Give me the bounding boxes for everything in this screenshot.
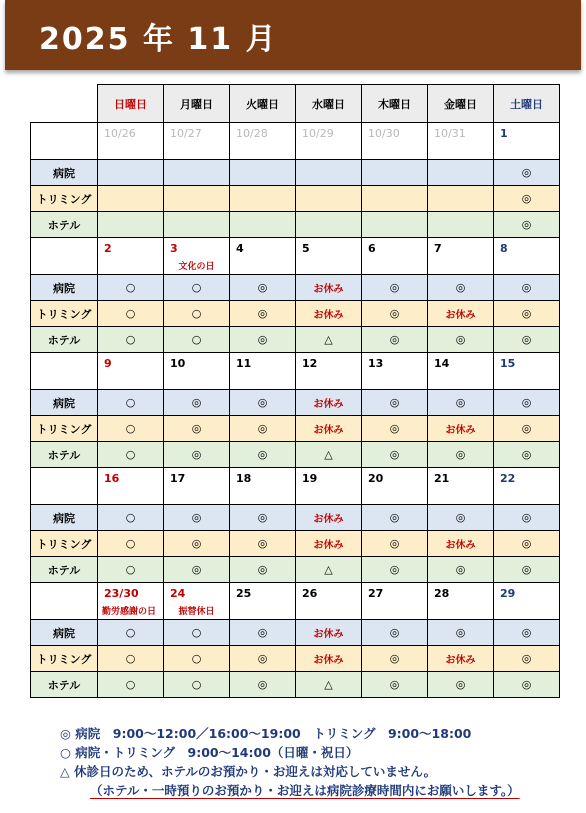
availability-mark: お休み <box>296 505 362 531</box>
date-cell <box>296 123 362 160</box>
date-number: 2 <box>104 242 112 255</box>
date-cell <box>428 353 494 390</box>
availability-mark: ○ <box>164 620 230 646</box>
availability-mark: お休み <box>296 646 362 672</box>
service-label: ホテル <box>31 557 98 583</box>
availability-mark: ◎ <box>230 646 296 672</box>
availability-mark <box>230 186 296 212</box>
date-cell <box>362 123 428 160</box>
hotel-row <box>31 212 560 238</box>
trimming-row <box>31 531 560 557</box>
availability-mark: ◎ <box>428 672 494 698</box>
weekday-header: 火曜日 <box>230 85 296 123</box>
date-number: 4 <box>236 242 244 255</box>
legend-notes <box>60 724 580 800</box>
availability-mark: ○ <box>98 672 164 698</box>
availability-mark: ◎ <box>164 531 230 557</box>
availability-mark: ◎ <box>362 390 428 416</box>
date-number: 21 <box>434 472 450 485</box>
availability-mark: ○ <box>98 505 164 531</box>
weekday-header: 金曜日 <box>428 85 494 123</box>
date-number: 10 <box>170 357 186 370</box>
availability-mark <box>362 186 428 212</box>
availability-mark: ◎ <box>230 557 296 583</box>
date-number: 17 <box>170 472 186 485</box>
availability-mark: ○ <box>164 301 230 327</box>
availability-mark: ◎ <box>494 505 560 531</box>
availability-mark: ◎ <box>230 275 296 301</box>
availability-mark: △ <box>296 557 362 583</box>
date-cell <box>98 468 164 505</box>
availability-mark: ◎ <box>494 672 560 698</box>
trimming-row <box>31 416 560 442</box>
availability-mark: ◎ <box>362 442 428 468</box>
date-cell <box>428 468 494 505</box>
availability-mark: ◎ <box>494 646 560 672</box>
note-hotel: （ホテル・一時預りのお預かり・お迎えは病院診療時間内にお願いします。） <box>90 783 520 798</box>
availability-mark <box>428 212 494 238</box>
availability-mark <box>98 212 164 238</box>
service-label: トリミング <box>31 531 98 557</box>
availability-mark: ○ <box>98 646 164 672</box>
availability-mark: ◎ <box>230 620 296 646</box>
availability-mark: ◎ <box>428 442 494 468</box>
availability-mark: お休み <box>428 531 494 557</box>
date-number: 10/28 <box>236 127 268 140</box>
availability-mark: ◎ <box>362 301 428 327</box>
availability-mark: ○ <box>98 275 164 301</box>
date-cell <box>296 583 362 620</box>
holiday-label: 振替休日 <box>178 607 215 617</box>
date-number: 10/30 <box>368 127 400 140</box>
availability-mark: ◎ <box>230 390 296 416</box>
availability-mark: △ <box>296 327 362 353</box>
date-number: 5 <box>302 242 310 255</box>
availability-mark: ◎ <box>362 416 428 442</box>
weekday-header: 日曜日 <box>98 85 164 123</box>
date-cell <box>362 353 428 390</box>
date-number: 10/31 <box>434 127 466 140</box>
note-circle: ○ 病院・トリミング 9:00〜14:00（日曜・祝日） <box>60 745 359 760</box>
date-cell <box>98 123 164 160</box>
availability-mark <box>296 160 362 186</box>
availability-mark: ◎ <box>494 186 560 212</box>
date-number: 10/29 <box>302 127 334 140</box>
availability-mark: ◎ <box>428 390 494 416</box>
date-cell <box>164 353 230 390</box>
date-number: 10/27 <box>170 127 202 140</box>
availability-mark: ○ <box>98 557 164 583</box>
service-label: トリミング <box>31 301 98 327</box>
date-cell <box>230 468 296 505</box>
date-number: 18 <box>236 472 252 485</box>
date-cell <box>362 583 428 620</box>
hospital-row <box>31 275 560 301</box>
availability-mark: △ <box>296 442 362 468</box>
availability-mark: ◎ <box>494 557 560 583</box>
availability-mark <box>230 212 296 238</box>
availability-mark: ○ <box>98 531 164 557</box>
availability-mark: ◎ <box>164 390 230 416</box>
date-number: 25 <box>236 587 252 600</box>
availability-mark: ◎ <box>494 390 560 416</box>
availability-mark: ◎ <box>494 275 560 301</box>
date-row <box>31 123 560 160</box>
availability-mark: ◎ <box>362 531 428 557</box>
date-number: 24 <box>170 587 186 600</box>
availability-mark: ◎ <box>428 327 494 353</box>
date-number: 10/26 <box>104 127 136 140</box>
availability-mark: ◎ <box>494 160 560 186</box>
availability-mark: お休み <box>296 390 362 416</box>
service-label: 病院 <box>31 390 98 416</box>
date-cell <box>98 583 164 620</box>
availability-mark <box>428 186 494 212</box>
date-row-label <box>31 123 98 160</box>
availability-mark: お休み <box>428 646 494 672</box>
date-number: 11 <box>236 357 252 370</box>
service-label: トリミング <box>31 646 98 672</box>
date-number: 12 <box>302 357 318 370</box>
availability-mark: ◎ <box>428 505 494 531</box>
date-row-label <box>31 238 98 275</box>
date-row <box>31 353 560 390</box>
date-cell <box>296 238 362 275</box>
date-row <box>31 468 560 505</box>
availability-mark: ◎ <box>494 620 560 646</box>
availability-mark: ◎ <box>230 505 296 531</box>
weekday-header-row <box>31 85 560 123</box>
availability-mark: ◎ <box>164 416 230 442</box>
availability-mark: ◎ <box>362 327 428 353</box>
date-cell <box>362 468 428 505</box>
availability-mark: ◎ <box>494 442 560 468</box>
availability-mark <box>164 160 230 186</box>
availability-mark <box>164 212 230 238</box>
availability-mark: ◎ <box>494 327 560 353</box>
availability-mark: ◎ <box>230 301 296 327</box>
holiday-label: 文化の日 <box>178 262 215 272</box>
date-cell <box>494 583 560 620</box>
availability-mark: ◎ <box>362 672 428 698</box>
date-number: 20 <box>368 472 384 485</box>
date-cell <box>428 123 494 160</box>
holiday-label: 勤労感謝の日 <box>102 607 157 617</box>
service-label: トリミング <box>31 416 98 442</box>
date-cell <box>164 123 230 160</box>
availability-mark: ○ <box>98 620 164 646</box>
trimming-row <box>31 646 560 672</box>
note-double-circle: ◎ 病院 9:00〜12:00／16:00〜19:00 トリミング 9:00〜18:00 <box>60 726 472 741</box>
date-number: 19 <box>302 472 318 485</box>
trimming-row <box>31 186 560 212</box>
date-row <box>31 583 560 620</box>
availability-mark <box>362 160 428 186</box>
availability-mark: お休み <box>296 301 362 327</box>
calendar-table <box>30 84 560 698</box>
date-number: 22 <box>500 472 516 485</box>
availability-mark: お休み <box>428 301 494 327</box>
availability-mark: ◎ <box>494 212 560 238</box>
weekday-header: 土曜日 <box>494 85 560 123</box>
date-cell <box>164 468 230 505</box>
date-cell <box>296 353 362 390</box>
availability-mark <box>428 160 494 186</box>
availability-mark: ○ <box>98 301 164 327</box>
availability-mark <box>164 186 230 212</box>
availability-mark: ◎ <box>164 505 230 531</box>
hotel-row <box>31 557 560 583</box>
weekday-header: 木曜日 <box>362 85 428 123</box>
availability-mark: ◎ <box>362 646 428 672</box>
service-label: ホテル <box>31 212 98 238</box>
availability-mark <box>296 186 362 212</box>
date-cell <box>296 468 362 505</box>
availability-mark: ◎ <box>428 557 494 583</box>
date-row-label <box>31 353 98 390</box>
availability-mark: ○ <box>164 275 230 301</box>
date-number: 28 <box>434 587 450 600</box>
date-cell <box>428 238 494 275</box>
availability-mark: ○ <box>98 390 164 416</box>
date-number: 29 <box>500 587 516 600</box>
service-label: 病院 <box>31 620 98 646</box>
availability-mark <box>230 160 296 186</box>
date-number: 8 <box>500 242 508 255</box>
availability-mark <box>362 212 428 238</box>
hospital-row <box>31 160 560 186</box>
date-number: 26 <box>302 587 318 600</box>
availability-mark: ◎ <box>362 620 428 646</box>
availability-mark: ○ <box>98 416 164 442</box>
date-row-label <box>31 468 98 505</box>
hotel-row <box>31 672 560 698</box>
availability-mark: お休み <box>296 275 362 301</box>
date-number: 13 <box>368 357 384 370</box>
trimming-row <box>31 301 560 327</box>
availability-mark: ◎ <box>230 416 296 442</box>
hotel-row <box>31 327 560 353</box>
date-cell <box>494 468 560 505</box>
weekday-header: 月曜日 <box>164 85 230 123</box>
date-cell <box>230 353 296 390</box>
availability-mark: ◎ <box>362 505 428 531</box>
availability-mark: ◎ <box>362 275 428 301</box>
availability-mark <box>98 186 164 212</box>
service-label: ホテル <box>31 442 98 468</box>
date-cell <box>230 123 296 160</box>
availability-mark <box>98 160 164 186</box>
availability-mark: ◎ <box>164 557 230 583</box>
hotel-row <box>31 442 560 468</box>
weekday-header: 水曜日 <box>296 85 362 123</box>
title-banner <box>5 0 581 70</box>
date-number: 15 <box>500 357 516 370</box>
availability-mark: ○ <box>164 672 230 698</box>
hospital-row <box>31 390 560 416</box>
date-number: 16 <box>104 472 120 485</box>
date-cell <box>98 353 164 390</box>
availability-mark: ○ <box>98 327 164 353</box>
date-number: 9 <box>104 357 112 370</box>
availability-mark: ◎ <box>428 275 494 301</box>
date-number: 1 <box>500 127 508 140</box>
date-number: 6 <box>368 242 376 255</box>
hospital-row <box>31 505 560 531</box>
date-number: 23/30 <box>104 587 139 600</box>
availability-mark: ◎ <box>164 442 230 468</box>
availability-mark: ◎ <box>230 672 296 698</box>
availability-mark: お休み <box>296 416 362 442</box>
availability-mark: △ <box>296 672 362 698</box>
date-row-label <box>31 583 98 620</box>
date-cell <box>494 353 560 390</box>
availability-mark: ◎ <box>362 557 428 583</box>
date-number: 14 <box>434 357 450 370</box>
hospital-row <box>31 620 560 646</box>
service-label: 病院 <box>31 275 98 301</box>
availability-mark: ◎ <box>494 531 560 557</box>
service-label: 病院 <box>31 160 98 186</box>
note-triangle: △ 休診日のため、ホテルのお預かり・お迎えは対応していません。 <box>60 764 437 779</box>
service-label: ホテル <box>31 672 98 698</box>
date-cell <box>494 123 560 160</box>
availability-mark: ◎ <box>230 327 296 353</box>
date-cell <box>230 583 296 620</box>
date-number: 3 <box>170 242 178 255</box>
date-cell <box>362 238 428 275</box>
date-number: 7 <box>434 242 442 255</box>
availability-mark <box>296 212 362 238</box>
availability-mark: ◎ <box>230 531 296 557</box>
availability-mark: お休み <box>296 620 362 646</box>
date-cell <box>494 238 560 275</box>
date-number: 27 <box>368 587 384 600</box>
date-cell <box>428 583 494 620</box>
availability-mark: ◎ <box>494 416 560 442</box>
availability-mark: ○ <box>98 442 164 468</box>
date-cell <box>98 238 164 275</box>
availability-mark: お休み <box>296 531 362 557</box>
availability-mark: ◎ <box>494 301 560 327</box>
date-cell <box>164 238 230 275</box>
date-row <box>31 238 560 275</box>
availability-mark: お休み <box>428 416 494 442</box>
service-label: 病院 <box>31 505 98 531</box>
service-label: トリミング <box>31 186 98 212</box>
corner-cell <box>31 85 98 123</box>
date-cell <box>164 583 230 620</box>
availability-mark: ○ <box>164 646 230 672</box>
availability-mark: ○ <box>164 327 230 353</box>
availability-mark: ◎ <box>230 442 296 468</box>
service-label: ホテル <box>31 327 98 353</box>
availability-mark: ◎ <box>428 620 494 646</box>
page-title: 2025 年 11 月 <box>39 22 278 57</box>
date-cell <box>230 238 296 275</box>
